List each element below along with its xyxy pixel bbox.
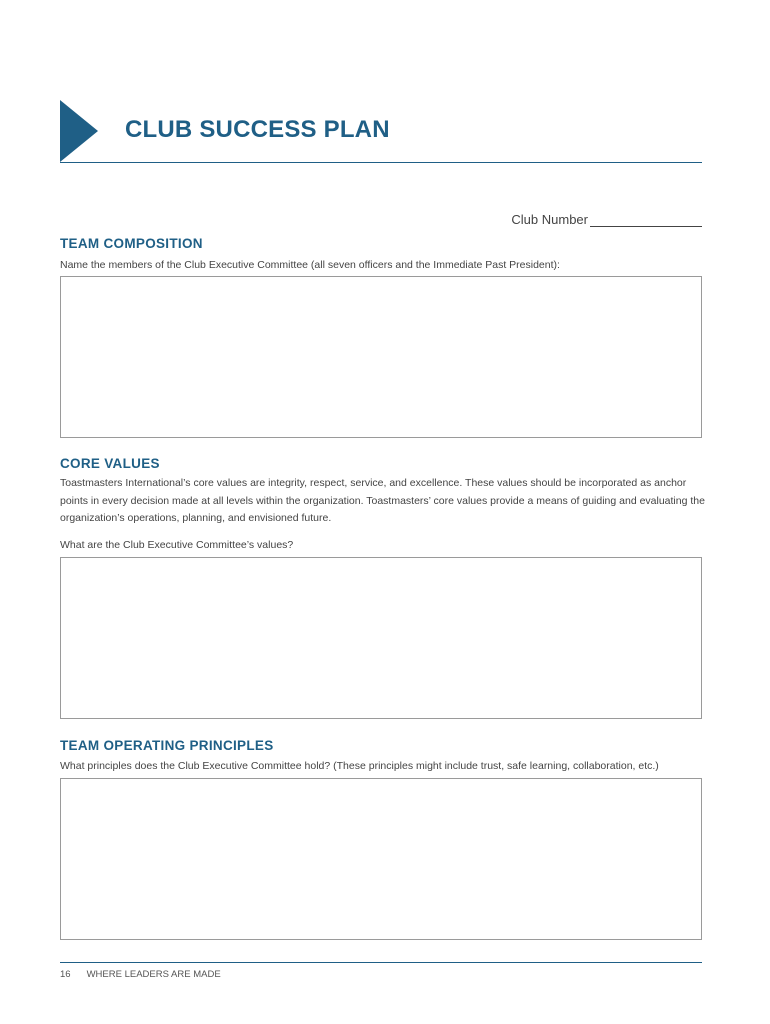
page-number: 16: [60, 969, 71, 980]
team-composition-instructions: Name the members of the Club Executive Committee (all seven officers and the Immediate Past President):: [60, 259, 560, 271]
page-title: CLUB SUCCESS PLAN: [125, 116, 390, 143]
page-footer: [60, 969, 221, 980]
club-number-blank[interactable]: [590, 212, 702, 227]
footer-divider: [60, 962, 702, 963]
club-number-label: Club Number: [511, 212, 588, 227]
header-triangle-icon: [60, 100, 98, 162]
title-divider: [60, 162, 702, 163]
core-values-answer-box[interactable]: [60, 557, 702, 719]
team-operating-principles-heading: TEAM OPERATING PRINCIPLES: [60, 738, 274, 753]
team-composition-answer-box[interactable]: [60, 276, 702, 438]
core-values-question: What are the Club Executive Committee’s values?: [60, 539, 294, 551]
footer-tagline: WHERE LEADERS ARE MADE: [86, 969, 221, 980]
core-values-heading: CORE VALUES: [60, 456, 160, 471]
team-operating-principles-answer-box[interactable]: [60, 778, 702, 940]
core-values-description: Toastmasters International’s core values are integrity, respect, service, and excellence. These values should be incorporated as anchor points in every decision made at all levels within the organization. Toastmasters’ core values provide a means of guiding and evaluating the organization’s operations, planning, and envisioned future.: [60, 477, 705, 524]
team-operating-principles-question: What principles does the Club Executive Committee hold? (These principles might include trust, safe learning, collaboration, etc.): [60, 760, 659, 772]
team-composition-heading: TEAM COMPOSITION: [60, 236, 203, 251]
club-number-field: [511, 212, 702, 227]
